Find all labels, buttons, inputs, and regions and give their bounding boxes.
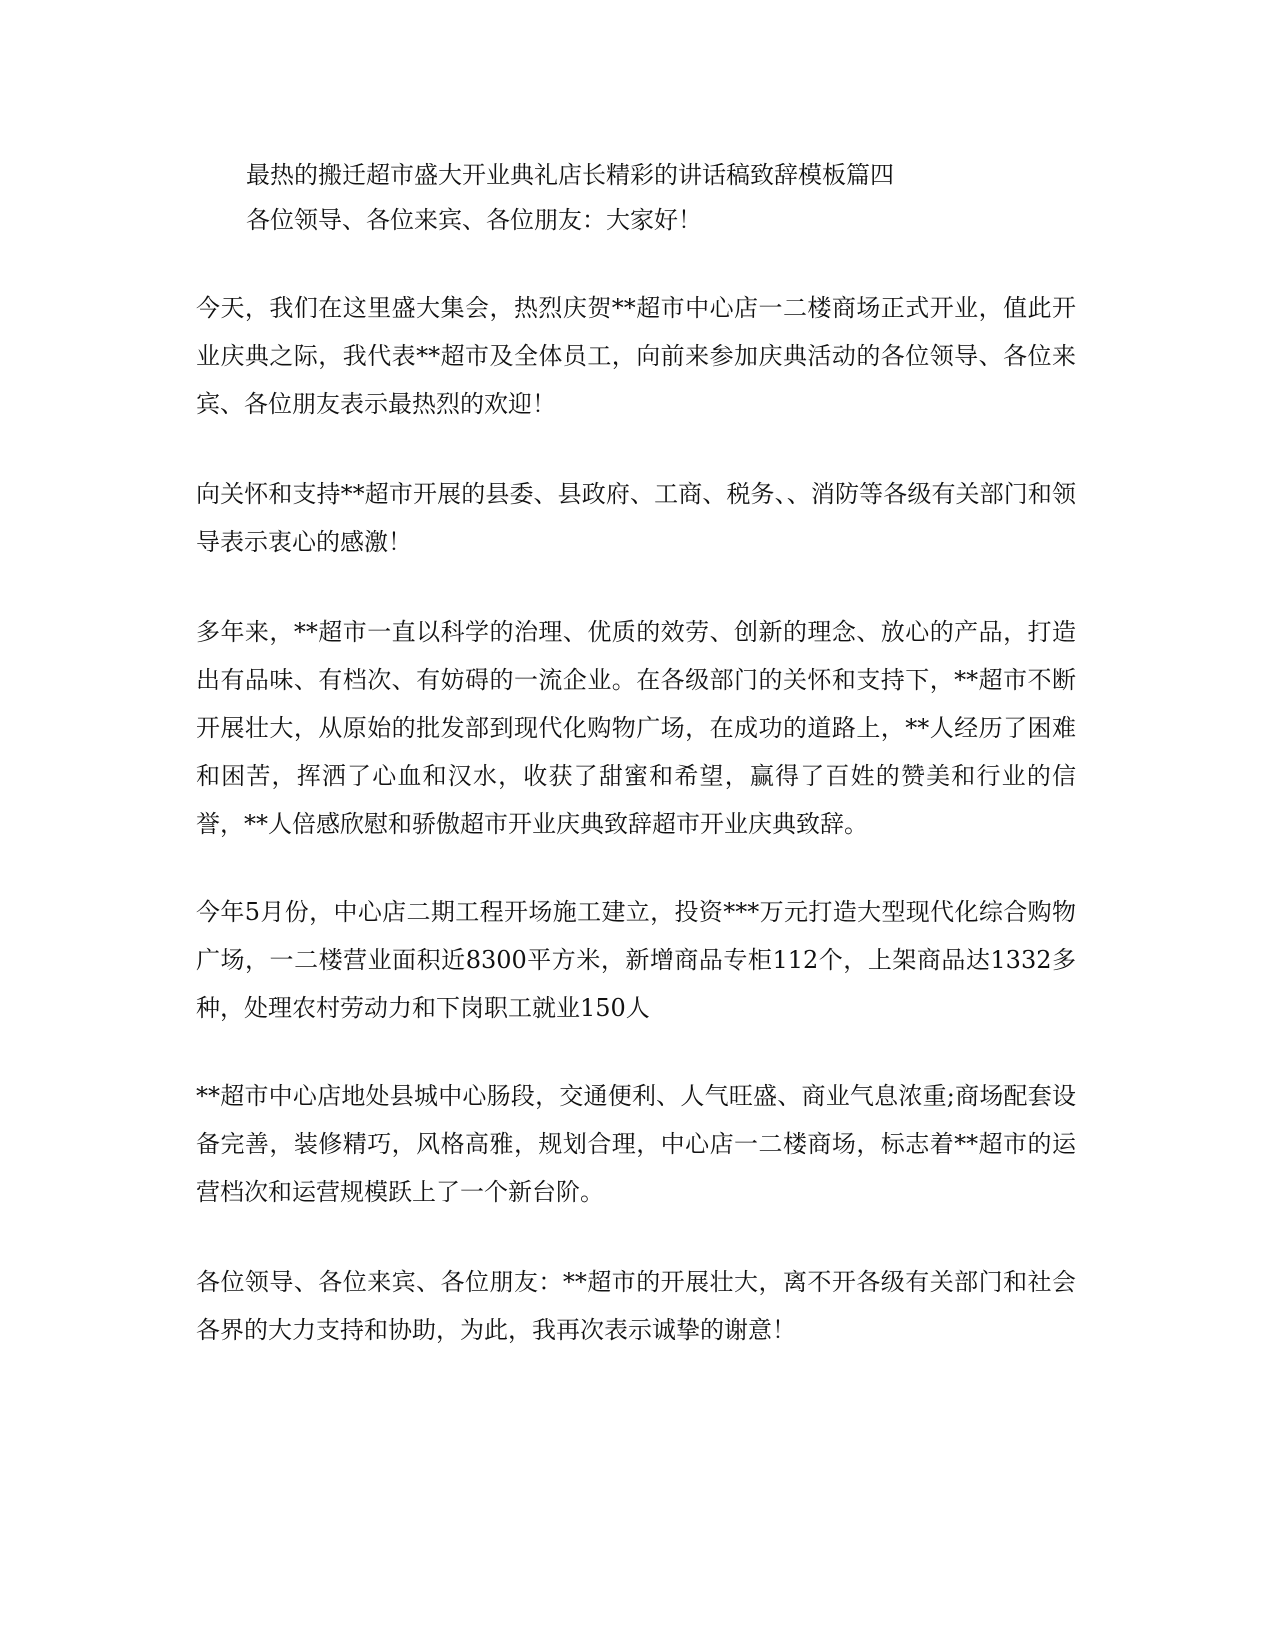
greeting-line: 各位领导、各位来宾、各位朋友：大家好！: [246, 206, 702, 234]
paragraph-thanks-departments: 向关怀和支持**超市开展的县委、县政府、工商、税务、、消防等各级有关部门和领导表示衷心的感激！: [196, 480, 1076, 556]
paragraph-history: 多年来，**超市一直以科学的治理、优质的效劳、创新的理念、放心的产品，打造出有品味、有档次、有妨碍的一流企业。在各级部门的关怀和支持下，**超市不断开展壮大，从原始的批发部到现代化购物广场，在成功的道路上，**人经历了困难和困苦，挥洒了心血和汉水，收获了甜蜜和希望，赢得了百姓的赞美和行业的信誉，**人倍感欣慰和骄傲超市开业庆典致辞超市开业庆典致辞。: [196, 618, 1076, 838]
paragraph-project: 今年5月份，中心店二期工程开场施工建立，投资***万元打造大型现代化综合购物广场，一二楼营业面积近8300平方米，新增商品专柜112个，上架商品达1332多种，处理农村劳动力和下岗职工就业150人: [196, 898, 1076, 1022]
paragraph-closing: 各位领导、各位来宾、各位朋友：**超市的开展壮大，离不开各级有关部门和社会各界的大力支持和协助，为此，我再次表示诚挚的谢意！: [196, 1268, 1076, 1344]
paragraph-welcome: 今天，我们在这里盛大集会，热烈庆贺**超市中心店一二楼商场正式开业，值此开业庆典之际，我代表**超市及全体员工，向前来参加庆典活动的各位领导、各位来宾、各位朋友表示最热烈的欢迎！: [196, 294, 1076, 418]
document-title: 最热的搬迁超市盛大开业典礼店长精彩的讲话稿致辞模板篇四: [246, 161, 894, 189]
paragraph-location: **超市中心店地处县城中心肠段，交通便利、人气旺盛、商业气息浓重;商场配套设备完善，装修精巧，风格高雅，规划合理，中心店一二楼商场，标志着**超市的运营档次和运营规模跃上了一个新台阶。: [196, 1082, 1076, 1206]
